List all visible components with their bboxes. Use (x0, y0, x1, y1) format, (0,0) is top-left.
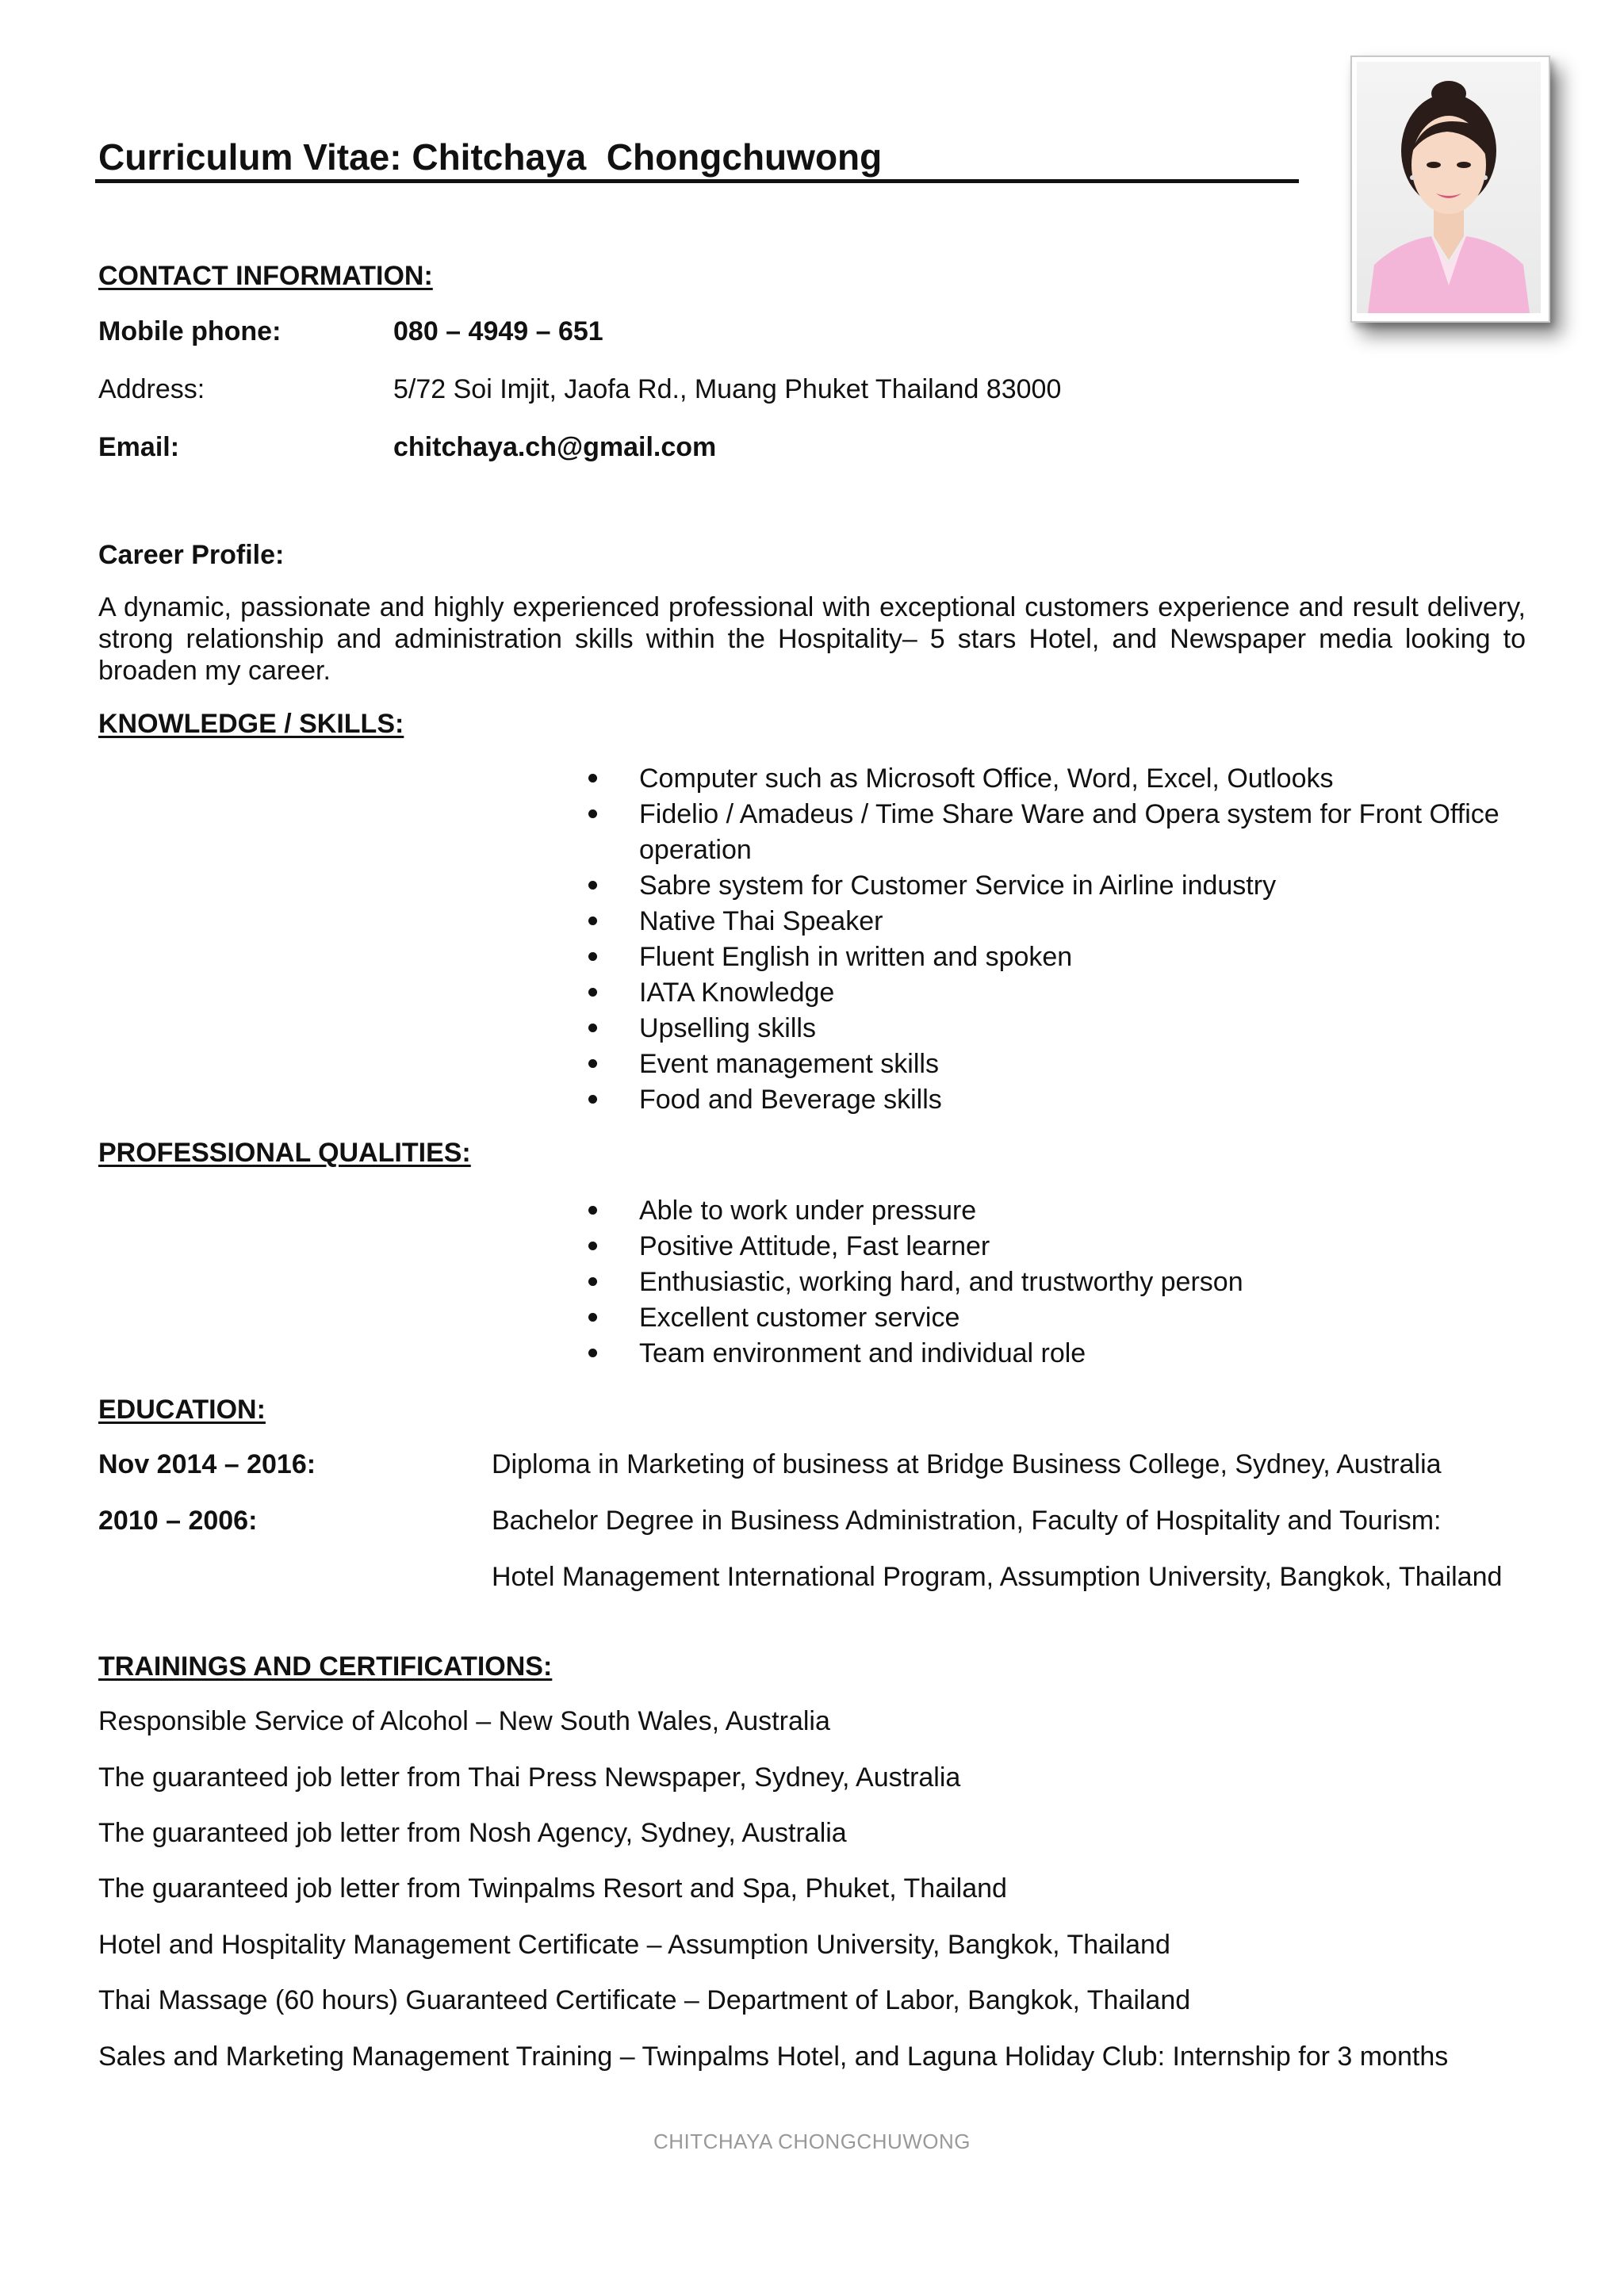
address-value: 5/72 Soi Imjit, Jaofa Rd., Muang Phuket Thailand 83000 (393, 374, 1062, 404)
bullet-icon (588, 1095, 597, 1104)
title-underline (95, 179, 1299, 183)
list-item: Enthusiastic, working hard, and trustworthy person (587, 1265, 1530, 1300)
portrait-image (1352, 57, 1545, 318)
mobile-value: 080 – 4949 – 651 (393, 316, 603, 346)
list-item: Native Thai Speaker (587, 904, 1530, 939)
bullet-icon (588, 952, 597, 961)
list-item: Upselling skills (587, 1011, 1530, 1047)
bullet-icon (588, 1313, 597, 1322)
contact-heading: CONTACT INFORMATION: (98, 261, 433, 291)
profile-photo (1350, 55, 1550, 323)
list-item: Team environment and individual role (587, 1336, 1530, 1372)
list-item: Event management skills (587, 1047, 1530, 1082)
list-item: Positive Attitude, Fast learner (587, 1229, 1530, 1265)
education-detail: Bachelor Degree in Business Administration, Faculty of Hospitality and Tourism: (492, 1506, 1442, 1536)
list-item: Sales and Marketing Management Training – Twinpalms Hotel, and Laguna Holiday Club: Internship for 3 months (98, 2042, 1449, 2072)
list-item: Sabre system for Customer Service in Airline industry (587, 868, 1530, 904)
page-footer: CHITCHAYA CHONGCHUWONG (653, 2130, 971, 2153)
list-item: Computer such as Microsoft Office, Word, Excel, Outlooks (587, 761, 1530, 797)
skills-heading: KNOWLEDGE / SKILLS: (98, 709, 404, 739)
list-item: Able to work under pressure (587, 1193, 1530, 1229)
bullet-icon (588, 1024, 597, 1032)
list-item: Excellent customer service (587, 1300, 1530, 1336)
education-detail: Diploma in Marketing of business at Bridge Business College, Sydney, Australia (492, 1449, 1442, 1479)
trainings-heading: TRAININGS AND CERTIFICATIONS: (98, 1651, 553, 1682)
bullet-icon (588, 881, 597, 890)
education-detail: Hotel Management International Program, Assumption University, Bangkok, Thailand (492, 1562, 1503, 1592)
list-item: Responsible Service of Alcohol – New South Wales, Australia (98, 1706, 830, 1736)
list-item: IATA Knowledge (587, 975, 1530, 1011)
list-item: Fluent English in written and spoken (587, 939, 1530, 975)
career-profile-text: A dynamic, passionate and highly experienced professional with exceptional customers experience and result delivery, strong relationship and administration skills within the Hospitality– 5 stars Hotel, and Newspaper media looking to broaden my career. (98, 592, 1526, 686)
bullet-icon (588, 1277, 597, 1286)
email-label: Email: (98, 432, 180, 462)
list-item: Fidelio / Amadeus / Time Share Ware and Opera system for Front Office operation (587, 797, 1530, 868)
qualities-list (587, 1193, 1530, 1372)
bullet-icon (588, 988, 597, 997)
bullet-icon (588, 1242, 597, 1250)
education-date: Nov 2014 – 2016: (98, 1449, 316, 1479)
list-item: The guaranteed job letter from Twinpalms Resort and Spa, Phuket, Thailand (98, 1873, 1007, 1904)
qualities-heading: PROFESSIONAL QUALITIES: (98, 1138, 471, 1168)
bullet-icon (588, 809, 597, 818)
skills-list (587, 761, 1530, 1118)
list-item: Hotel and Hospitality Management Certificate – Assumption University, Bangkok, Thailand (98, 1930, 1170, 1960)
list-item: Food and Beverage skills (587, 1082, 1530, 1118)
list-item: Thai Massage (60 hours) Guaranteed Certificate – Department of Labor, Bangkok, Thailand (98, 1985, 1191, 2015)
bullet-icon (588, 1206, 597, 1215)
bullet-icon (588, 916, 597, 925)
bullet-icon (588, 1349, 597, 1357)
list-item: The guaranteed job letter from Thai Press Newspaper, Sydney, Australia (98, 1762, 961, 1793)
list-item: The guaranteed job letter from Nosh Agency, Sydney, Australia (98, 1818, 847, 1848)
email-value: chitchaya.ch@gmail.com (393, 432, 717, 462)
address-label: Address: (98, 374, 205, 404)
page-title: Curriculum Vitae: Chitchaya Chongchuwong (98, 136, 883, 178)
career-heading: Career Profile: (98, 540, 285, 570)
bullet-icon (588, 774, 597, 783)
education-date: 2010 – 2006: (98, 1506, 258, 1536)
mobile-label: Mobile phone: (98, 316, 282, 346)
education-heading: EDUCATION: (98, 1395, 266, 1425)
bullet-icon (588, 1059, 597, 1068)
